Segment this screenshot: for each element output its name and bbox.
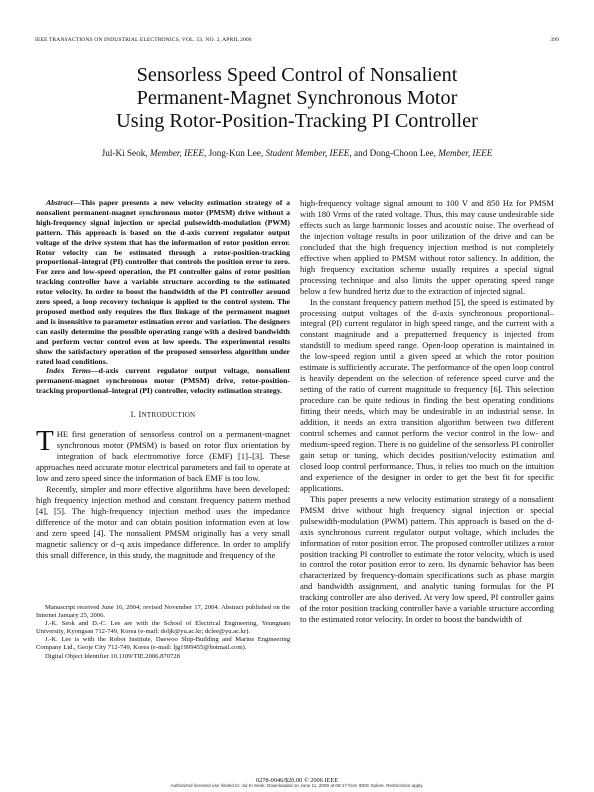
footnote-manuscript: Manuscript received June 16, 2004; revised November 17, 2004. Abstract published on the Internet January 25, 2006. (36, 604, 290, 620)
intro-paragraph-2: Recently, simpler and more effective algorithms have been developed: high frequency injection method and constant frequency pattern method [4], [5]. The high-frequency injection method uses the impedance difference of the motor and can obtain position information even at low and zero speed [4]. The nonsalient PMSM originally has a very small magnetic saliency or d−q axis impedance difference. In order to amplify this small difference, in this study, the magnitude and frequency of the (36, 483, 290, 560)
copyright-line: 0278-0046/$20.00 © 2006 IEEE (255, 777, 339, 784)
author-list (0, 148, 594, 158)
footnote-doi: Digital Object Identifier 10.1109/TIE.2006.870728 (45, 652, 180, 660)
title-line-3: Using Rotor-Position-Tracking PI Controller (116, 110, 478, 132)
right-paragraph-2: In the constant frequency pattern method [5], the speed is estimated by processing output voltages of the d-axis synchronous proportional–integral (PI) current regulator in high speed range, and the current with a constant magnitude and a prepatterned frequency is injected from standstill to medium speed range. Open-loop operation is maintained in the low-speed region until a given speed at which the rotor position estimate is sufficiently accurate. The performance of the open loop control is heavily dependent on the selection of reference speed curve and the setting of the ratio of current magnitude to frequency [6]. This selection procedure can be quite tedious in finding the best operating conditions fitting their needs, which may be undesirable in an industrial sense. In addition, it needs an extra transition algorithm between two different control schemes and cannot perform the vector control in the low- and medium-speed region. There is no guideline of the sensorless PI controller gain setup or tuning, which decides position/velocity estimation and closed loop control performance. Thus, it relies too much on the intuition and experience of the designer in order to get the best fit for specific applications. (300, 296, 554, 493)
index-terms-label: Index Terms (46, 366, 91, 376)
author-3-role: Member, IEEE (438, 148, 493, 158)
index-terms (36, 366, 290, 396)
running-head (35, 37, 559, 43)
author-3-name: and Dong-Choon Lee, (354, 148, 436, 158)
license-notice: Authorized licensed use limited to: Jul Ki Seok. Downloaded on June 11, 2009 at 08:17 from IEEE Xplore. Restrictions apply. (170, 783, 424, 788)
journal-header: IEEE TRANSACTIONS ON INDUSTRIAL ELECTRONICS, VOL. 53, NO. 2, APRIL 2006 (35, 37, 252, 43)
abstract (36, 198, 290, 366)
drop-cap: T (36, 425, 54, 458)
title-line-2: Permanent-Magnet Synchronous Motor (136, 87, 458, 109)
intro-paragraph-1-text: HE first generation of sensorless control on a permanent-magnet synchronous motor (PMSM) is based on rotor flux orientation by integration of back electromotive force (EMF) [1]–[3]. These approaches need accurate motor electrical parameters and fail to operate at low and zero speed since the information of back EMF is too low. (36, 429, 290, 483)
footnote-affiliation-1: J.-K. Seok and D.-C. Lee are with the School of Electrical Engineering, Yeungnam University, Kyongsan 712-749, Korea (e-mail: doljk@yu.ac.kr; dclee@yu.ac.kr). (36, 620, 290, 636)
right-column (300, 198, 554, 776)
right-paragraph-1: high-frequency voltage signal amount to 100 V and 850 Hz for PMSM with 180 Vrms of the rated voltage. Thus, this may cause undesirable side effects such as large harmonic losses and acoustic noise. The overhead of the injection voltage results in poor utilization of the drive and can be concluded that the high frequency injection method is not completely effective when applied to PMSM without rotor saliency. In addition, the high frequency excitation scheme usually requires a special signal processing technique and also limits the upper operating speed range below a few hundred hertz due to the extraction of injected signal. (300, 198, 554, 296)
section-heading-introduction (36, 410, 290, 421)
author-1-name: Jul-Ki Seok, (101, 148, 148, 158)
section-title-initial: I (138, 410, 142, 420)
abstract-label: Abstract (46, 198, 73, 207)
right-paragraph-3: This paper presents a new velocity estimation strategy of a nonsalient PMSM drive without high frequency signal injection or special pulsewidth-modulation (PWM) pattern. This approach is based on the d-axis synchronous current regulator output voltage, which includes the information of rotor position error. The proposed controller utilizes a rotor position tracking PI controller to estimate the rotor velocity, which is used to control the rotor position error to zero. Its dynamic behavior has been characterized by frequency-domain specifications such as phase margin and bandwidth assignment, and analytic tuning formulas for the PI tracking controller are also derived. At very low speed, PI controller gains of the rotor position tracking controller have a variable structure according to the estimated rotor velocity. In order to boost the bandwidth of (300, 493, 554, 625)
title-line-1: Sensorless Speed Control of Nonsalient (136, 64, 458, 86)
section-title-rest: NTRODUCTION (141, 411, 196, 420)
footnotes (36, 604, 290, 661)
page-number: 399 (550, 37, 559, 43)
author-2-name: Jong-Kun Lee, (208, 148, 264, 158)
section-numeral: I. (130, 410, 137, 420)
author-1-role: Member, IEEE, (149, 148, 207, 158)
footnote-affiliation-2: J.-K. Lee is with the Robot Institute, Daewoo Ship-Building and Marine Engineering Company Ltd., Geoje City 712-749, Korea (e-mail: ljg1999455@hotmail.com). (36, 636, 290, 652)
intro-paragraph-1 (36, 425, 290, 484)
paper-title (0, 64, 594, 133)
index-terms-text: —d-axis current regulator output voltage, nonsalient permanent-magnet synchronous motor (PMSM) drive, rotor-position-tracking proportional–integral (PI) controller, velocity estimation strategy. (36, 366, 290, 396)
left-column (36, 198, 290, 604)
abstract-text: —This paper presents a new velocity estimation strategy of a nonsalient permanent-magnet synchronous motor (PMSM) drive without a high-frequency signal injection or special pulsewidth-modulation (PWM) pattern. This approach is based on the d-axis current regulator output voltage of the drive system that has the information of rotor position error. Rotor velocity can be estimated through a rotor-position-tracking proportional–integral (PI) controller that controls the position error to zero. For zero and low-speed operation, the PI controller gains of rotor position tracking controller have a variable structure according to the estimated rotor velocity. In order to boost the bandwidth of the PI controller around zero speed, a loop recovery technique is applied to the control system. The proposed method only requires the flux linkage of the permanent magnet and is insensitive to parameter estimation error and variation. The designers can easily determine the possible operating range with a desired bandwidth and perform vector control even at low speeds. The experimental results show the satisfactory operation of the proposed sensorless algorithm under rated load conditions. (36, 198, 290, 366)
author-2-role: Student Member, IEEE, (265, 148, 352, 158)
